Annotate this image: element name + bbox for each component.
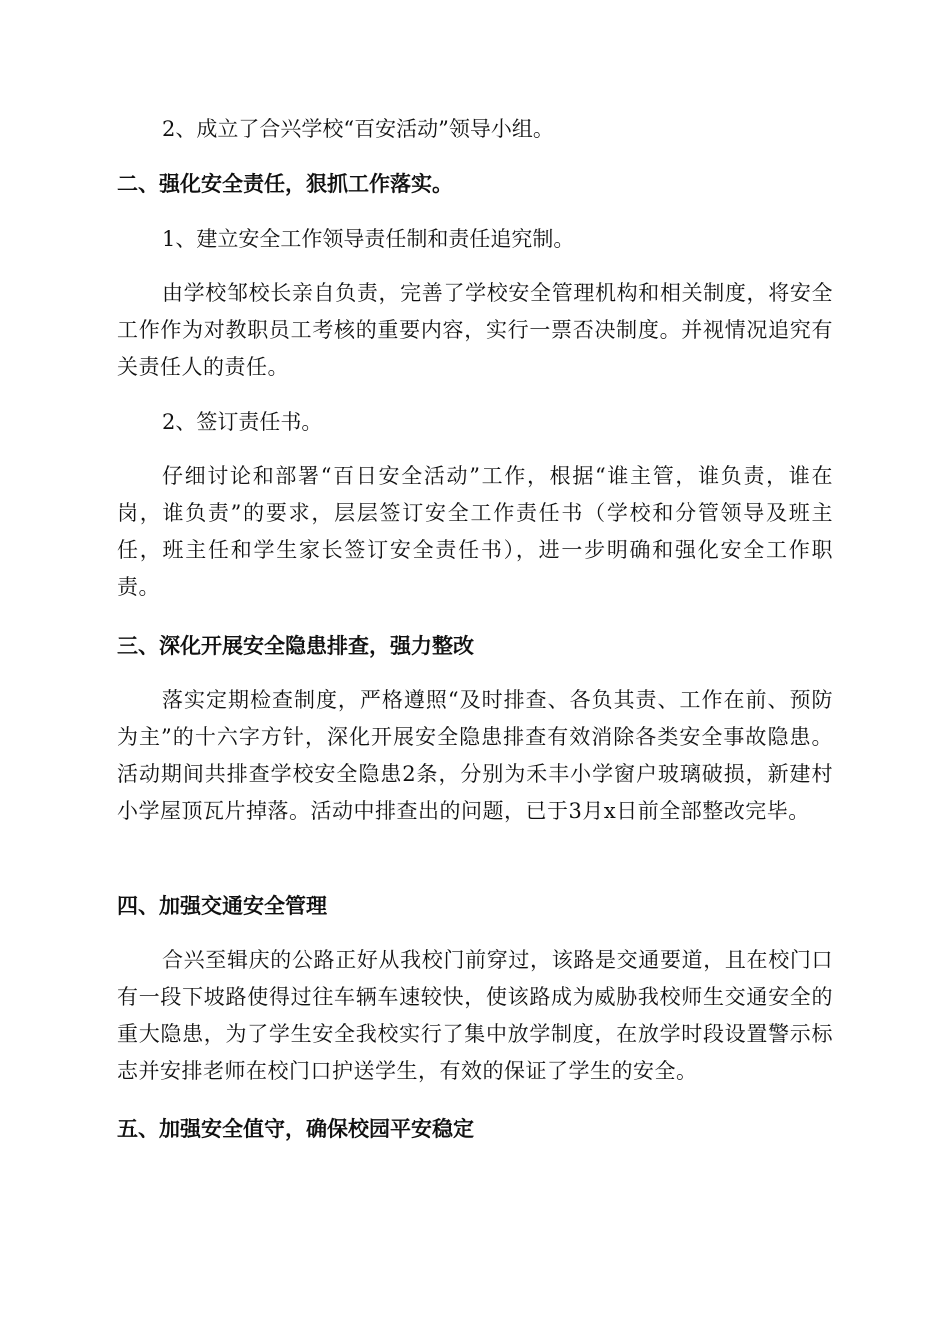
section-heading-3: 三、深化开展安全隐患排查，强力整改	[117, 634, 474, 658]
paragraph-responsibility-system: 由学校邹校长亲自负责，完善了学校安全管理机构和相关制度，将安全工作作为对教职员工考核的重要内容，实行一票否决制度。并视情况追究有关责任人的责任。	[117, 281, 833, 379]
paragraph-hazard-check: 落实定期检查制度，严格遵照“及时排查、各负其责、工作在前、预防为主”的十六字方针，深化开展安全隐患排查有效消除各类安全事故隐患。活动期间共排查学校安全隐患2条，分别为禾丰小学窗户玻璃破损，新建村小学屋顶瓦片掉落。活动中排查出的问题，已于3月x日前全部整改完毕。	[117, 688, 833, 823]
paragraph-traffic: 合兴至辑庆的公路正好从我校门前穿过，该路是交通要道，且在校门口有一段下坡路使得过往车辆车速较快，使该路成为威胁我校师生交通安全的重大隐患，为了学生安全我校实行了集中放学制度，在放学时段设置警示标志并安排老师在校门口护送学生，有效的保证了学生的安全。	[117, 948, 833, 1083]
section-heading-4: 四、加强交通安全管理	[117, 894, 327, 918]
section-heading-2: 二、强化安全责任，狠抓工作落实。	[117, 172, 453, 196]
paragraph-sign-letter: 仔细讨论和部署“百日安全活动”工作，根据“谁主管，谁负责，谁在岗，谁负责”的要求，层层签订安全工作责任书（学校和分管领导及班主任，班主任和学生家长签订安全责任书），进一步明确和强化安全工作职责。	[117, 464, 833, 599]
list-item-responsibility-system: 1、建立安全工作领导责任制和责任追究制。	[162, 227, 575, 251]
list-item-sign-letter: 2、签订责任书。	[162, 410, 323, 434]
list-item-leadership-group: 2、成立了合兴学校“百安活动”领导小组。	[162, 117, 554, 141]
section-heading-5: 五、加强安全值守，确保校园平安稳定	[117, 1117, 474, 1141]
